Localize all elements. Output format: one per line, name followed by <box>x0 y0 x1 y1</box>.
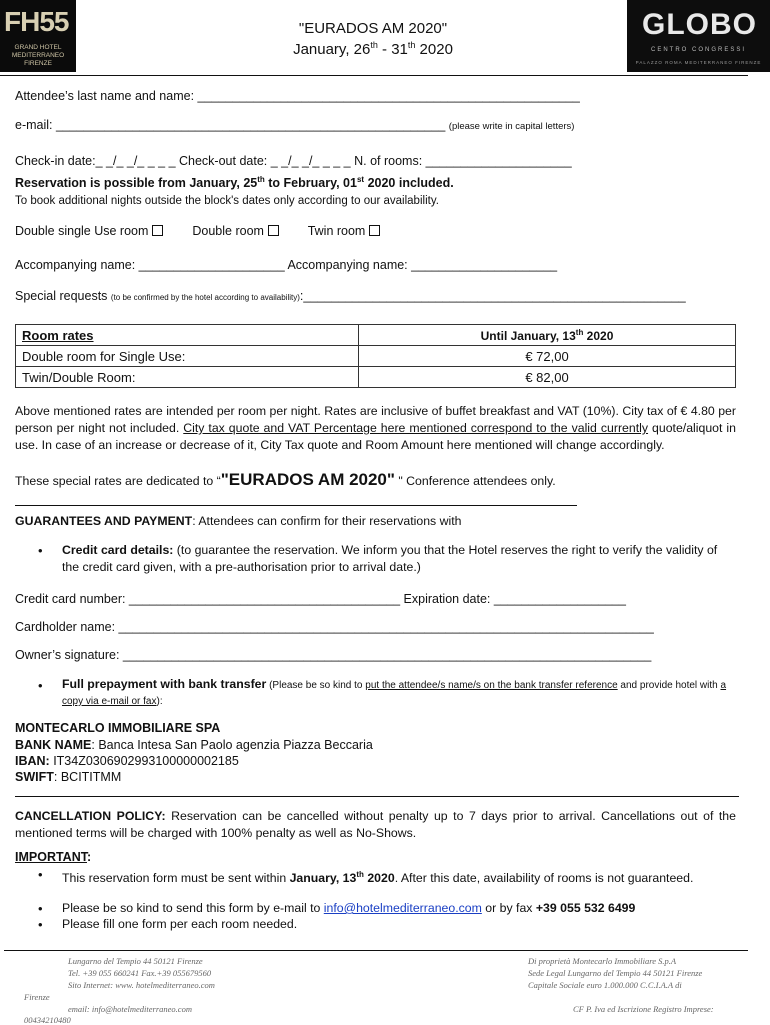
important-item-send: Please be so kind to send this form by e-mail to info@hotelmediterraneo.com or by fax +39 055 532 6499 <box>62 901 636 915</box>
bullet-icon: • <box>38 867 43 882</box>
rate-room-type: Twin/Double Room: <box>16 367 359 388</box>
room-twin-label: Twin room <box>307 224 366 238</box>
important-item-deadline: This reservation form must be sent within January, 13th 2020. After this date, availability of rooms is not guaranteed. <box>62 870 694 886</box>
footer-website: Sito Internet: www. hotelmediterraneo.com <box>68 980 215 990</box>
hotel-logo <box>0 0 76 72</box>
rate-room-type: Double room for Single Use: <box>16 346 359 367</box>
guarantees-heading: GUARANTEES AND PAYMENT: Attendees can confirm for their reservations with <box>15 514 462 528</box>
hotel-logo-mark: FH55 <box>4 6 69 37</box>
event-dates: January, 26th - 31th 2020 <box>293 40 453 58</box>
congress-logo-sub: CENTRO CONGRESSI <box>650 47 746 53</box>
congress-logo-sub2: PALAZZO ROMA MEDITERRANEO FIRENZE <box>635 60 762 65</box>
room-single-label: Double single Use room <box>15 224 149 238</box>
bank-company: MONTECARLO IMMOBILIARE SPA <box>15 721 221 735</box>
important-heading: IMPORTANT: <box>15 850 92 864</box>
owner-signature-field[interactable]: Owner’s signature: ____________________________________________________________________________ <box>15 648 652 662</box>
footer-vat-number: 00434210480 <box>24 1015 71 1025</box>
special-requests-note: (to be confirmed by the hotel according to availability) <box>110 293 300 302</box>
table-row <box>16 346 736 367</box>
checkin-checkout-field[interactable]: Check-in date:_ _/_ _/_ _ _ _ Check-out date: _ _/_ _/_ _ _ _ N. of rooms: _____________________ <box>15 154 572 168</box>
rates-header-left: Room rates <box>16 325 359 346</box>
credit-card-number-field[interactable]: Credit card number: _______________________________________ Expiration date: ___________________ <box>15 592 626 606</box>
reservation-period: Reservation is possible from January, 25th to February, 01st 2020 included. <box>15 175 454 191</box>
footer-registry: CF P. Iva ed Iscrizione Registro Imprese: <box>573 1004 714 1014</box>
footer-city: Firenze <box>24 992 50 1002</box>
info-divider <box>15 505 577 506</box>
cardholder-name-field[interactable]: Cardholder name: _____________________________________________________________________________ <box>15 620 654 634</box>
rates-header-right: Until January, 13th 2020 <box>359 325 736 346</box>
bank-iban: IBAN: IT34Z0306902993100000002185 <box>15 754 239 768</box>
footer-capital: Capitale Sociale euro 1.000.000 C.C.I.A.A di <box>528 980 682 990</box>
rates-info-paragraph: Above mentioned rates are intended per room per night. Rates are inclusive of buffet breakfast and VAT (10%). City tax of € 4.80 per person per night not included. City tax quote and VAT Percentage here mentioned correspond to the valid currently quote/aliquot in use. In case of an increase or decrease of it, City Tax quote and Room Amount here mentioned will change accordingly. <box>15 404 736 452</box>
bullet-icon: • <box>38 543 43 558</box>
footer-divider <box>4 950 748 951</box>
room-twin-checkbox[interactable] <box>369 225 380 236</box>
bank-transfer-details: Full prepayment with bank transfer (Please be so kind to put the attendee/s name/s on the bank transfer reference and provide hotel with a copy via e-mail or fax): <box>62 677 727 707</box>
email-note: (please write in capital letters) <box>448 121 575 132</box>
rate-price: € 72,00 <box>359 346 736 367</box>
credit-card-details: Credit card details: (to guarantee the reservation. We inform you that the Hotel reserves the right to verify the validity of the credit card given, with a pre-authorisation prior to arrival date.) <box>62 543 718 574</box>
room-single-checkbox[interactable] <box>152 225 163 236</box>
attendee-name-field[interactable]: Attendee’s last name and name: _______________________________________________________ <box>15 89 580 103</box>
hotel-email-link[interactable]: info@hotelmediterraneo.com <box>323 901 482 915</box>
footer-legal-seat: Sede Legal Lungarno del Tempio 44 50121 Firenze <box>528 968 703 978</box>
special-requests-field[interactable]: Special requests (to be confirmed by the hotel according to availability):_______________________________________________________ <box>15 289 686 303</box>
room-double-checkbox[interactable] <box>268 225 279 236</box>
table-header-row <box>16 325 736 346</box>
bullet-icon: • <box>38 901 43 916</box>
header-divider <box>0 75 748 76</box>
footer-owner: Di proprietà Montecarlo Immobiliare S.p.A <box>528 956 677 966</box>
hotel-logo-text: GRAND HOTEL MEDITERRANEO FIRENZE <box>11 44 65 67</box>
bullet-icon: • <box>38 917 43 932</box>
email-field[interactable]: e-mail: ________________________________________________________ (please write in capital letters) <box>15 118 575 132</box>
cancellation-policy: CANCELLATION POLICY: Reservation can be cancelled without penalty up to 7 days prior to arrival. Cancellations out of the mentioned terms will be charged with 100% penalty as well as No-Shows. <box>15 809 736 840</box>
bank-name: BANK NAME: Banca Intesa San Paolo agenzia Piazza Beccaria <box>15 738 373 752</box>
room-rates-table <box>15 324 736 388</box>
congress-logo-mark: GLOBO <box>642 8 757 41</box>
bank-swift: SWIFT: BCITITMM <box>15 770 122 784</box>
important-item-one-form: Please fill one form per each room needed. <box>62 917 298 931</box>
footer-phone: Tel. +39 055 660241 Fax.+39 055679560 <box>68 968 212 978</box>
footer-email: email: info@hotelmediterraneo.com <box>68 1004 192 1014</box>
accompanying-names-field[interactable]: Accompanying name: _____________________ Accompanying name: _____________________ <box>15 258 558 272</box>
event-title: "EURADOS AM 2020" <box>298 20 448 37</box>
room-double-label: Double room <box>192 224 264 238</box>
bullet-icon: • <box>38 678 43 693</box>
congress-center-logo <box>627 0 770 72</box>
additional-nights-note: To book additional nights outside the block's dates only according to our availability. <box>15 195 439 207</box>
table-row <box>16 367 736 388</box>
room-type-options <box>15 224 380 238</box>
footer-address: Lungarno del Tempio 44 50121 Firenze <box>68 956 203 966</box>
rate-price: € 82,00 <box>359 367 736 388</box>
special-rates-note: These special rates are dedicated to “"EURADOS AM 2020" " Conference attendees only. <box>15 470 556 489</box>
bank-divider <box>15 796 739 797</box>
